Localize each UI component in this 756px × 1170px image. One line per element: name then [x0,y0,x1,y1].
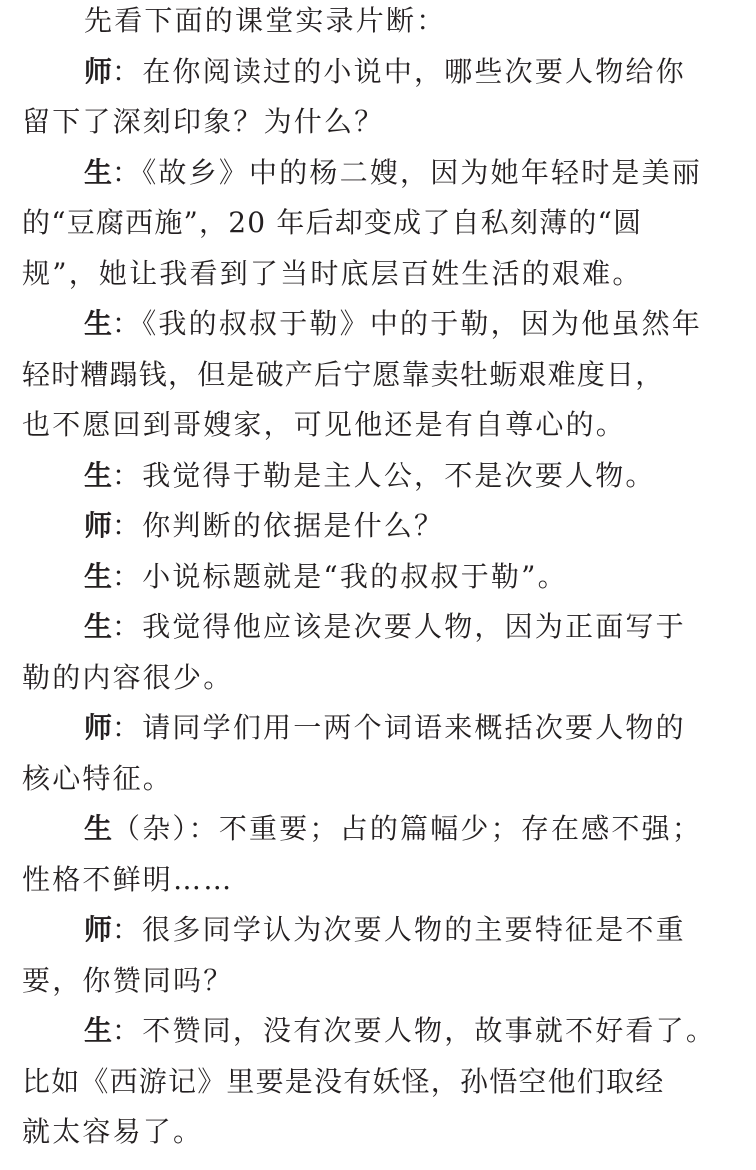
speaker-label: 师 [84,711,113,744]
line-text: ：很多同学认为次要人物的主要特征是不重 [112,913,686,946]
line-text: 轻时糟蹋钱，但是破产后宁愿靠卖牡蛎艰难度日， [22,357,665,391]
line-text: 的“豆腐西施”，20 年后却变成了自私刻薄的“圆 [22,206,643,239]
text-line [22,47,722,98]
text-line [22,1107,722,1158]
text-line [22,249,722,300]
text-line [22,1057,722,1108]
text-line [22,299,722,350]
text-line [22,0,722,47]
line-text: ：在你阅读过的小说中，哪些次要人物给你 [112,54,686,88]
speaker-label: 师 [84,913,113,946]
speaker-label: 生 [84,559,113,593]
text-line [22,956,722,1007]
text-line [22,905,722,956]
text-line [22,754,722,805]
text-line [22,602,722,653]
text-line [22,501,722,552]
text-line [22,198,722,249]
text-line [22,400,722,451]
speaker-label: 生 [84,307,113,340]
text-line [22,653,722,704]
speaker-label: 师 [84,509,113,542]
line-text: ：不赞同，没有次要人物，故事就不好看了。 [112,1014,717,1047]
line-text: 留下了深刻印象？为什么？ [22,105,385,138]
text-line [22,451,722,502]
line-text: 比如《西游记》里要是没有妖怪，孙悟空他们取经 [22,1064,665,1098]
line-text: 勒的内容很少。 [22,660,234,694]
text-line [22,804,722,855]
line-text: 先看下面的课堂实录片断： [84,4,447,37]
line-text: ：我觉得他应该是次要人物，因为正面写于 [112,610,686,643]
text-line [22,703,722,754]
line-text: ：你判断的依据是什么？ [112,509,445,542]
speaker-label: 生 [84,610,113,643]
line-text: （杂）：不重要；占的篇幅少；存在感不强； [112,812,703,845]
line-text: 规”，她让我看到了当时底层百姓生活的艰难。 [22,256,643,290]
speaker-label: 生 [84,812,113,845]
line-text: 就太容易了。 [22,1115,204,1148]
text-line [22,97,722,148]
speaker-label: 生 [84,458,113,492]
line-text: ：小说标题就是“我的叔叔于勒”。 [112,559,568,593]
text-line [22,855,722,906]
line-text: ：请同学们用一两个词语来概括次要人物的 [112,711,686,744]
text-line [22,552,722,603]
line-text: 也不愿回到哥嫂家，可见他还是有自尊心的。 [22,408,627,441]
speaker-label: 生 [84,1014,113,1047]
text-line [22,1006,722,1057]
line-text: 核心特征。 [22,761,174,795]
line-text: 要，你赞同吗？ [22,963,234,997]
document-body [22,0,722,1158]
line-text: 性格不鲜明…… [22,862,234,896]
speaker-label: 生 [84,155,113,189]
speaker-label: 师 [84,54,113,88]
text-line [22,350,722,401]
text-line [22,148,722,199]
line-text: ：《故乡》中的杨二嫂，因为她年轻时是美丽 [112,155,703,189]
line-text: ：我觉得于勒是主人公，不是次要人物。 [112,458,656,492]
line-text: ：《我的叔叔于勒》中的于勒，因为他虽然年 [112,307,703,340]
